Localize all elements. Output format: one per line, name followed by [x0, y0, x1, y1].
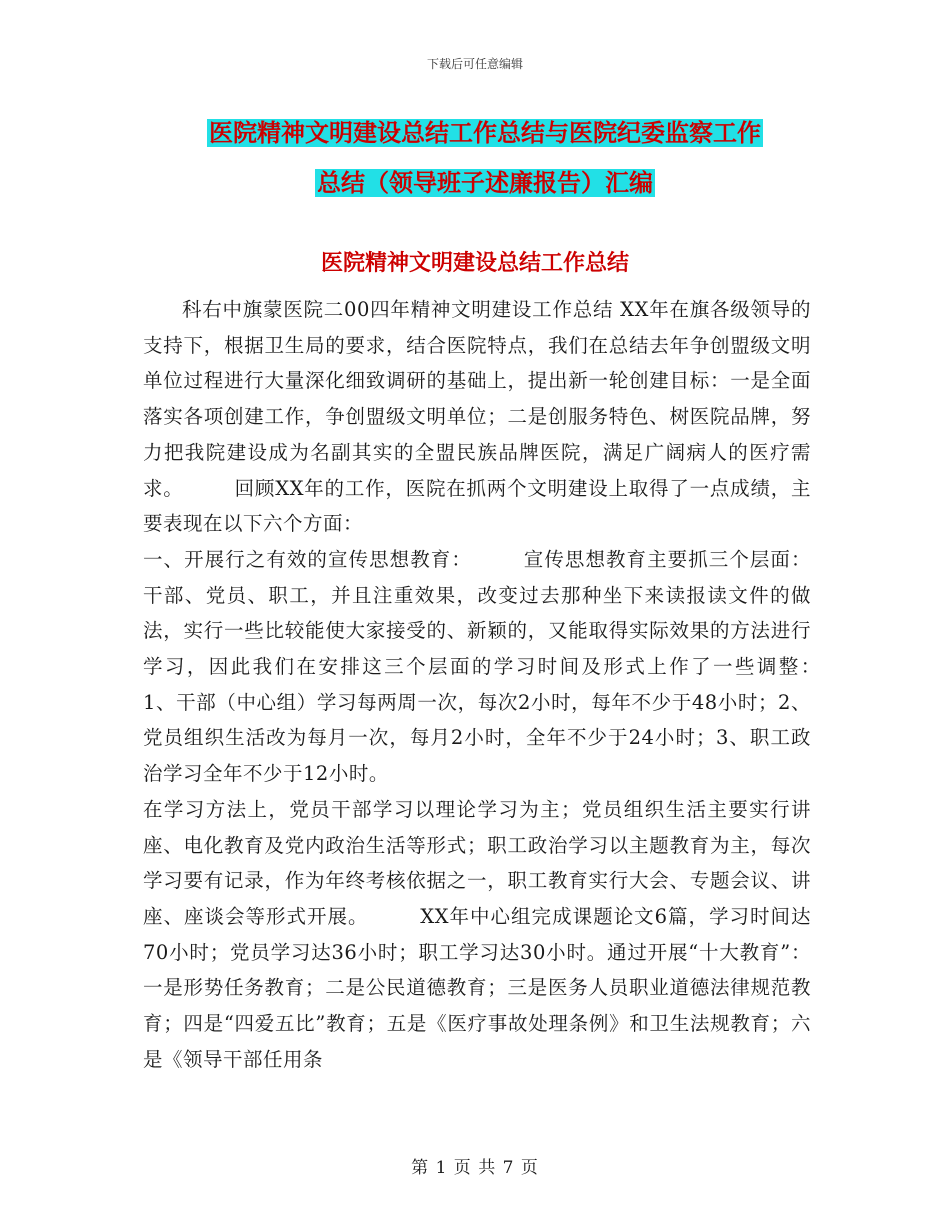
document-title-line-2: 总结（领导班子述廉报告）汇编	[317, 169, 653, 197]
paragraph-intro: 科右中旗蒙医院二00四年精神文明建设工作总结 XX年在旗各级领导的支持下，根据卫生局的要求，结合医院特点，我们在总结去年争创盟级文明单位过程进行大量深化细致调研的基础上，提出新一轮创建目标：一是全面落实各项创建工作，争创盟级文明单位；二是创服务特色、树医院品牌，努力把我院建设成为名副其实的全盟民族品牌医院，满足广阔病人的医疗需求。 回顾XX年的工作，医院在抓两个文明建设上取得了一点成绩，主要表现在以下六个方面：	[143, 298, 811, 536]
document-title	[140, 108, 830, 208]
paragraph-study-methods: 在学习方法上，党员干部学习以理论学习为主；党员组织生活主要实行讲座、电化教育及党内政治生活等形式；职工政治学习以主题教育为主，每次学习要有记录，作为年终考核依据之一，职工教育实行大会、专题会议、讲座、座谈会等形式开展。 XX年中心组完成课题论文6篇，学习时间达70小时；党员学习达36小时；职工学习达30小时。通过开展“十大教育”：一是形势任务教育；二是公民道德教育；三是医务人员职业道德法律规范教育；四是“四爱五比”教育；五是《医疗事故处理条例》和卫生法规教育；六是《领导干部任用条	[143, 797, 811, 1071]
page-header-note: 下载后可任意编辑	[426, 57, 523, 71]
section-title: 医院精神文明建设总结工作总结	[320, 251, 629, 276]
document-body	[143, 292, 872, 1077]
paragraph-education: 一、开展行之有效的宣传思想教育： 宣传思想教育主要抓三个层面：干部、党员、职工，并且注重效果，改变过去那种坐下来读报读文件的做法，实行一些比较能使大家接受的、新颖的，又能取得实际效果的方法进行学习，因此我们在安排这三个层面的学习时间及形式上作了一些调整： 1、干部（中心组）学习每两周一次，每次2小时，每年不少于48小时；2、党员组织生活改为每月一次，每月2小时，全年不少于24小时；3、职工政治学习全年不少于12小时。	[143, 547, 872, 786]
document-title-line-1: 医院精神文明建设总结工作总结与医院纪委监察工作	[209, 119, 761, 147]
page-number: 第 1 页 共 7 页	[411, 1158, 539, 1178]
